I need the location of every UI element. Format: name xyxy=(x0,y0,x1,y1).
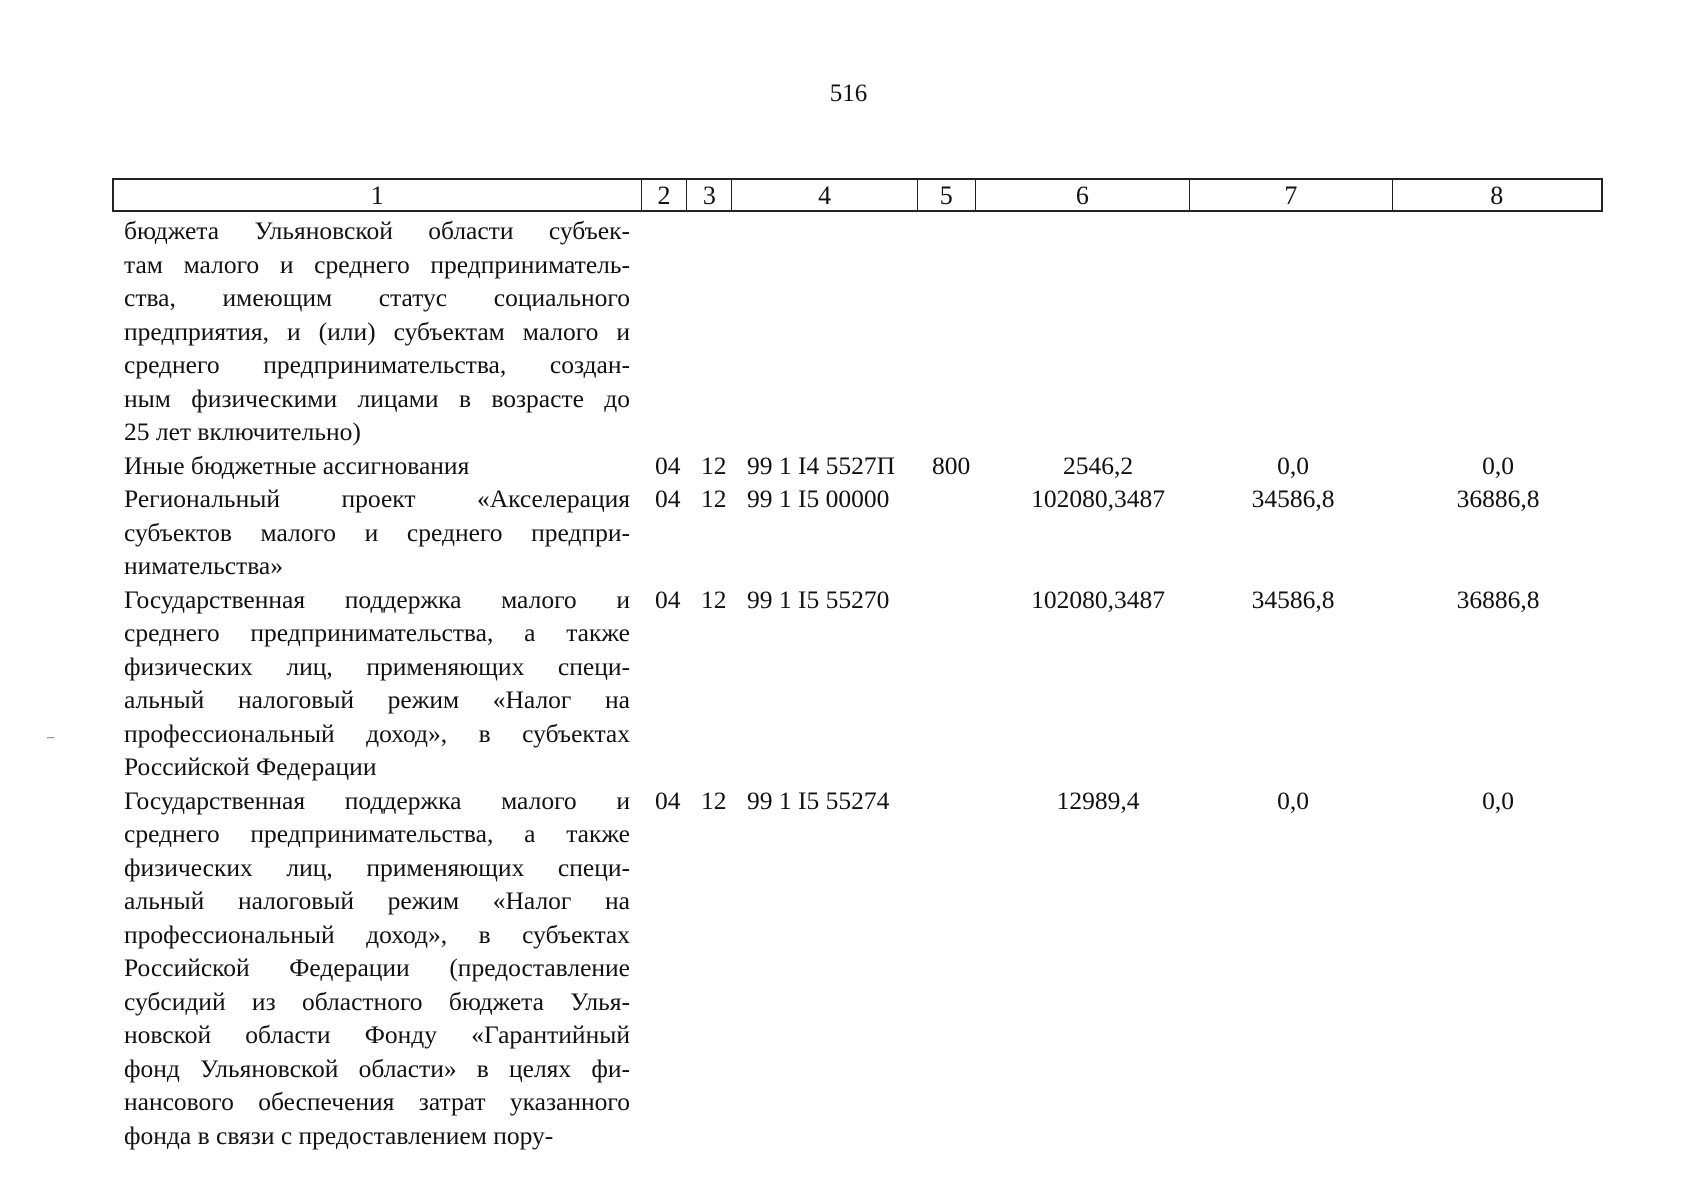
row-name-line: Иные бюджетные ассигнования xyxy=(124,450,470,480)
table-header xyxy=(112,178,1603,212)
row-name xyxy=(124,784,630,1153)
row-name-line: нимательства» xyxy=(124,551,283,580)
row-name-line: Российской Федерации (предоставление xyxy=(124,953,630,982)
row-name-line: предприятия, и (или) субъектам малого и xyxy=(124,316,630,346)
row-name-line: среднего предпринимательства, а также xyxy=(124,819,630,848)
row-name-line: физических лиц, применяющих специ- xyxy=(124,651,630,681)
row-name-line: физических лиц, применяющих специ- xyxy=(124,852,630,882)
cell-col-3: 12 xyxy=(701,785,727,815)
row-name-line: Региональный проект «Акселерация xyxy=(124,484,630,513)
cell-col-5: 800 xyxy=(932,450,971,480)
header-col-6: 6 xyxy=(976,180,1190,210)
row-name-line: среднего предпринимательства, создан- xyxy=(124,350,630,379)
cell-col-4: 99 1 I5 00000 xyxy=(747,484,890,513)
cell-col-3: 12 xyxy=(701,450,727,480)
cell-col-4: 99 1 I5 55274 xyxy=(747,785,890,815)
header-col-1: 1 xyxy=(114,180,642,210)
cell-col-3: 12 xyxy=(701,484,727,513)
table-row xyxy=(124,784,1603,1153)
table-row xyxy=(124,482,1603,583)
row-name-line: Российской Федерации xyxy=(124,752,377,781)
table-body xyxy=(124,214,1603,1152)
row-name-line: альный налоговый режим «Налог на xyxy=(124,886,630,915)
cell-col-2: 04 xyxy=(655,484,681,513)
cell-col-8: 36886,8 xyxy=(1456,584,1540,614)
row-name-line: профессиональный доход», в субъектах xyxy=(124,718,630,748)
row-name-line: профессиональный доход», в субъектах xyxy=(124,919,630,949)
header-col-2: 2 xyxy=(642,180,688,210)
table-row xyxy=(124,214,1603,449)
cell-col-7: 0,0 xyxy=(1277,450,1309,480)
cell-col-6: 12989,4 xyxy=(1056,785,1140,815)
cell-col-3: 12 xyxy=(701,584,727,614)
row-name-line: там малого и среднего предприниматель- xyxy=(124,249,630,279)
header-col-5: 5 xyxy=(918,180,976,210)
cell-col-6: 102080,3487 xyxy=(1031,484,1165,513)
row-name-line: новской области Фонду «Гарантийный xyxy=(124,1020,630,1049)
header-col-7: 7 xyxy=(1190,180,1392,210)
margin-mark: – xyxy=(47,730,54,745)
table-row xyxy=(124,449,1603,483)
row-name-line: среднего предпринимательства, а также xyxy=(124,618,630,647)
row-name-line: субсидий из областного бюджета Улья- xyxy=(124,986,630,1016)
row-name-line: нансового обеспечения затрат указанного xyxy=(124,1087,630,1116)
row-name-line: альный налоговый режим «Налог на xyxy=(124,685,630,714)
page-number: 516 xyxy=(829,80,868,107)
cell-col-4: 99 1 I5 55270 xyxy=(747,584,890,614)
row-name xyxy=(124,482,630,583)
cell-col-8: 0,0 xyxy=(1482,450,1514,480)
cell-col-2: 04 xyxy=(655,450,681,480)
header-col-8: 8 xyxy=(1490,181,1504,210)
cell-col-6: 102080,3487 xyxy=(1031,584,1165,614)
row-name xyxy=(124,583,630,784)
cell-col-8: 0,0 xyxy=(1482,785,1514,815)
header-col-3: 3 xyxy=(687,180,732,210)
cell-col-2: 04 xyxy=(655,785,681,815)
cell-col-8: 36886,8 xyxy=(1456,484,1540,513)
row-name-line: фонда в связи с предоставлением пору- xyxy=(124,1120,554,1150)
cell-col-7: 0,0 xyxy=(1277,785,1309,815)
row-name-line: ным физическими лицами в возрасте до xyxy=(124,383,630,413)
cell-col-6: 2546,2 xyxy=(1062,450,1134,480)
cell-col-2: 04 xyxy=(655,584,681,614)
row-name-line: субъектов малого и среднего предпри- xyxy=(124,517,630,547)
row-name-line: 25 лет включительно) xyxy=(124,417,361,446)
cell-col-4: 99 1 I4 5527П xyxy=(747,450,896,480)
row-name-line: Государственная поддержка малого и xyxy=(124,785,630,815)
table-row xyxy=(124,583,1603,784)
row-name-line: фонд Ульяновской области» в целях фи- xyxy=(124,1053,630,1083)
row-name xyxy=(124,449,630,483)
row-name xyxy=(124,214,630,449)
header-col-4: 4 xyxy=(732,180,918,210)
cell-col-7: 34586,8 xyxy=(1251,584,1335,614)
row-name-line: Государственная поддержка малого и xyxy=(124,584,630,614)
row-name-line: ства, имеющим статус социального xyxy=(124,283,630,312)
row-name-line: бюджета Ульяновской области субъек- xyxy=(124,216,630,245)
cell-col-7: 34586,8 xyxy=(1251,484,1335,513)
